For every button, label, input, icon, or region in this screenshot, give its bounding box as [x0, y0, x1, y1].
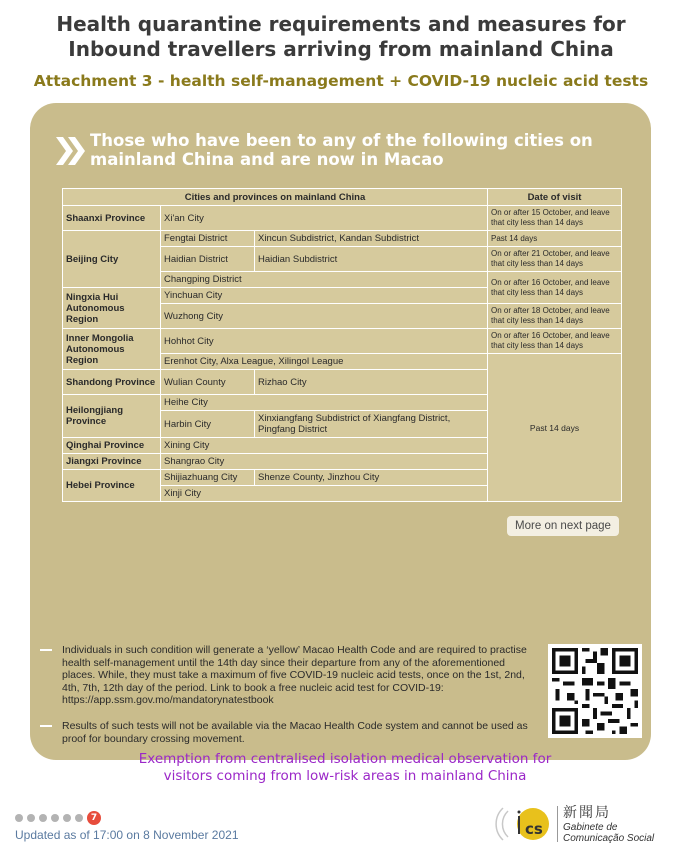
header-cities: Cities and provinces on mainland China [63, 189, 488, 206]
city-cell: Haidian District [161, 247, 255, 272]
logo-portuguese-text [563, 822, 654, 844]
current-page-badge[interactable]: 7 [87, 811, 101, 825]
page-title [0, 12, 682, 62]
cities-table [62, 188, 622, 502]
province-cell: Inner Mongolia Autonomous Region [63, 329, 161, 370]
page-dot[interactable] [51, 814, 59, 822]
page-dot[interactable] [75, 814, 83, 822]
date-cell: On or after 18 October, and leave that city less than 14 days [488, 304, 622, 329]
province-cell: Heilongjiang Province [63, 395, 161, 438]
note-text: Results of such tests will not be available via the Macao Health Code system and cannot be used as proof for boundary crossing movement. [62, 720, 528, 745]
title-line-1: Health quarantine requirements and measures for [56, 12, 626, 36]
title-line-2: Inbound travellers arriving from mainland China [68, 37, 614, 61]
section-heading-line-2: mainland China and are now in Macao [90, 150, 444, 169]
date-cell: Past 14 days [488, 354, 622, 502]
city-cell: Heihe City [161, 395, 488, 411]
city-cell: Shijiazhuang City [161, 470, 255, 486]
double-chevron-icon [56, 133, 86, 169]
subdistrict-cell: Rizhao City [255, 370, 488, 395]
province-cell: Beijing City [63, 231, 161, 288]
province-cell: Jiangxi Province [63, 454, 161, 470]
city-cell: Changping District [161, 272, 488, 288]
updated-timestamp: Updated as of 17:00 on 8 November 2021 [15, 828, 239, 842]
province-cell: Shandong Province [63, 370, 161, 395]
section-heading-line-1: Those who have been to any of the following cities on [90, 131, 593, 150]
exemption-line-1: Exemption from centralised isolation medical observation for [138, 751, 552, 767]
city-cell: Xining City [161, 438, 488, 454]
city-cell: Harbin City [161, 411, 255, 438]
page-dot[interactable] [27, 814, 35, 822]
note-text: Individuals in such condition will generate a ‘yellow’ Macao Health Code and are required to practise health self-management until the 14th day since their departure from any of the aforementioned places. While, they must take a maximum of five COVID-19 nucleic acid tests, once on the 1st, 2nd, 4th, 7th, 12th day of the period. Link to book a free nucleic acid test for COVID-19: https://app.ssm.gov.mo/mandatorynatestbook [62, 644, 527, 706]
date-cell: On or after 16 October, and leave that city less than 14 days [488, 329, 622, 354]
more-on-next-page-button[interactable]: More on next page [507, 516, 619, 536]
note-health-code [40, 644, 540, 707]
subdistrict-cell: Shenze County, Jinzhou City [255, 470, 488, 486]
province-cell: Shaanxi Province [63, 206, 161, 231]
section-heading [90, 131, 630, 169]
gcs-logo-icon [495, 800, 565, 848]
province-cell: Hebei Province [63, 470, 161, 502]
date-cell: Past 14 days [488, 231, 622, 247]
date-cell: On or after 16 October, and leave that city less than 14 days [488, 272, 622, 304]
logo-chinese-text: 新聞局 [563, 805, 611, 821]
table-header-row [63, 189, 622, 206]
page-indicator [15, 811, 101, 825]
exemption-line-2: visitors coming from low-risk areas in mainland China [163, 768, 527, 784]
city-cell: Xinji City [161, 486, 488, 502]
city-cell: Erenhot City, Alxa League, Xilingol League [161, 354, 488, 370]
logo-pt-line-1: Gabinete de [563, 822, 618, 833]
subdistrict-cell: Xincun Subdistrict, Kandan Subdistrict [255, 231, 488, 247]
table-row [63, 329, 622, 354]
date-cell: On or after 21 October, and leave that city less than 14 days [488, 247, 622, 272]
city-cell: Yinchuan City [161, 288, 488, 304]
header-date: Date of visit [488, 189, 622, 206]
city-cell: Shangrao City [161, 454, 488, 470]
city-cell: Hohhot City [161, 329, 488, 354]
exemption-text [60, 751, 630, 785]
logo-pt-line-2: Comunicação Social [563, 833, 655, 844]
note-test-results [40, 720, 540, 745]
svg-text:cs: cs [525, 820, 543, 838]
city-cell: Wulian County [161, 370, 255, 395]
province-cell: Qinghai Province [63, 438, 161, 454]
page-dot[interactable] [63, 814, 71, 822]
page-dot[interactable] [39, 814, 47, 822]
subdistrict-cell: Haidian Subdistrict [255, 247, 488, 272]
province-cell: Ningxia Hui Autonomous Region [63, 288, 161, 329]
city-cell: Xi'an City [161, 206, 488, 231]
table-row [63, 206, 622, 231]
bullet-dash [40, 649, 52, 651]
subdistrict-cell: Xinxiangfang Subdistrict of Xiangfang District, Pingfang District [255, 411, 488, 438]
bullet-dash [40, 725, 52, 727]
date-cell: On or after 15 October, and leave that city less than 14 days [488, 206, 622, 231]
city-cell: Wuzhong City [161, 304, 488, 329]
city-cell: Fengtai District [161, 231, 255, 247]
page-subtitle: Attachment 3 - health self-management + COVID-19 nucleic acid tests [33, 72, 649, 90]
qr-code-icon[interactable] [548, 644, 642, 738]
page-dot[interactable] [15, 814, 23, 822]
table-row [63, 231, 622, 247]
